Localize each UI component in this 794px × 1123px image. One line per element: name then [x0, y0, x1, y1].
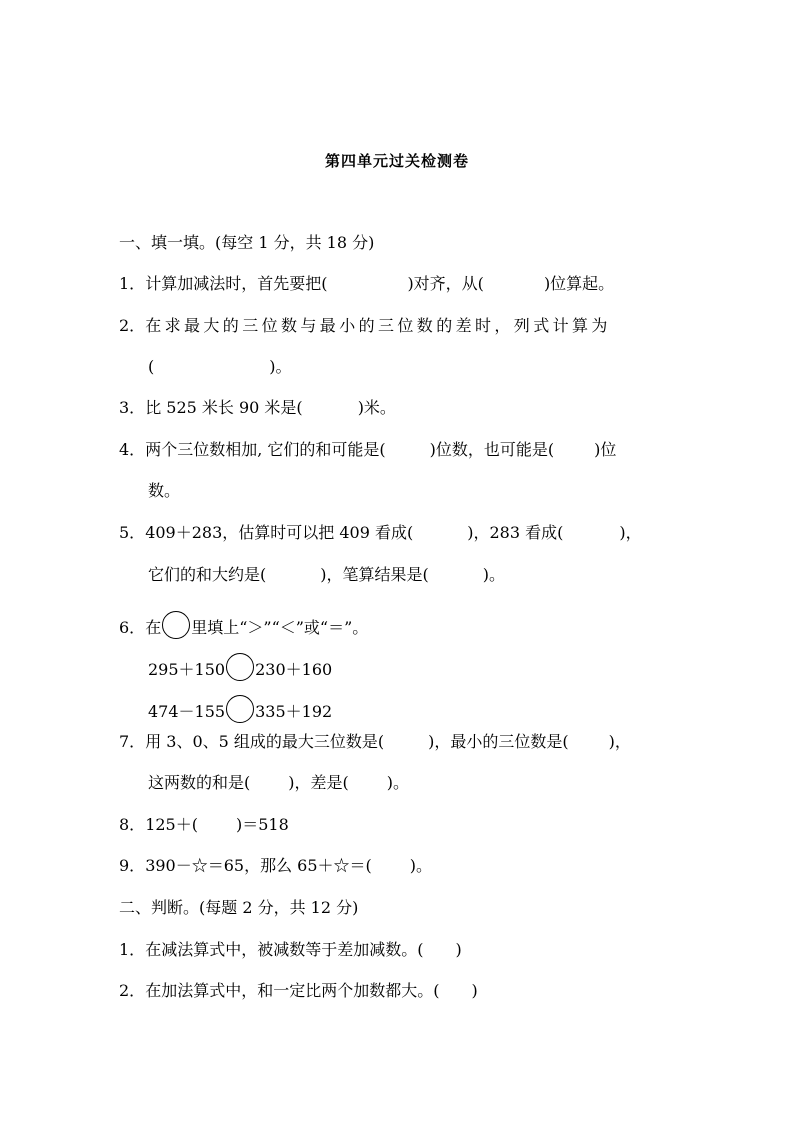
compare-circle-icon[interactable] — [226, 695, 254, 723]
question-1-7-cont: 这两数的和是( )，差是( )。 — [148, 773, 409, 792]
question-1-5: 5．409＋283，估算时可以把 409 看成( )，283 看成( )， — [119, 523, 642, 542]
question-1-9: 9．390－☆＝65，那么 65＋☆＝( )。 — [119, 856, 433, 875]
question-1-7: 7．用 3、0、5 组成的最大三位数是( )，最小的三位数是( )， — [119, 732, 631, 751]
question-1-8: 8．125＋( )＝518 — [119, 815, 289, 834]
comparison-2: 474－155 335＋192 — [148, 695, 332, 723]
question-1-3: 3．比 525 米长 90 米是( )米。 — [119, 398, 396, 417]
question-1-2: 2．在求最大的三位数与最小的三位数的差时，列式计算为 — [119, 316, 611, 335]
question-1-4: 4．两个三位数相加, 它们的和可能是( )位数，也可能是( )位 — [119, 440, 617, 459]
question-1-4-cont: 数。 — [148, 481, 181, 500]
compare-circle-icon[interactable] — [226, 653, 254, 681]
question-2-2: 2．在加法算式中，和一定比两个加数都大。( ) — [119, 981, 478, 1000]
question-1-5-cont: 它们的和大约是( )，笔算结果是( )。 — [148, 565, 505, 584]
question-1-6: 6．在 里填上“＞”“＜”或“＝”。 — [119, 611, 368, 639]
section2-heading: 二、判断。(每题 2 分，共 12 分) — [119, 898, 359, 917]
question-2-1: 1．在减法算式中，被减数等于差加减数。( ) — [119, 940, 462, 959]
page-title: 第四单元过关检测卷 — [324, 152, 469, 170]
comparison-1: 295＋150 230＋160 — [148, 653, 332, 681]
section1-heading: 一、填一填。(每空 1 分，共 18 分) — [119, 233, 375, 252]
question-1-2-cont: ( )。 — [148, 357, 292, 376]
compare-circle-icon — [162, 611, 190, 639]
question-1-1: 1．计算加减法时，首先要把( )对齐，从( )位算起。 — [119, 274, 615, 293]
